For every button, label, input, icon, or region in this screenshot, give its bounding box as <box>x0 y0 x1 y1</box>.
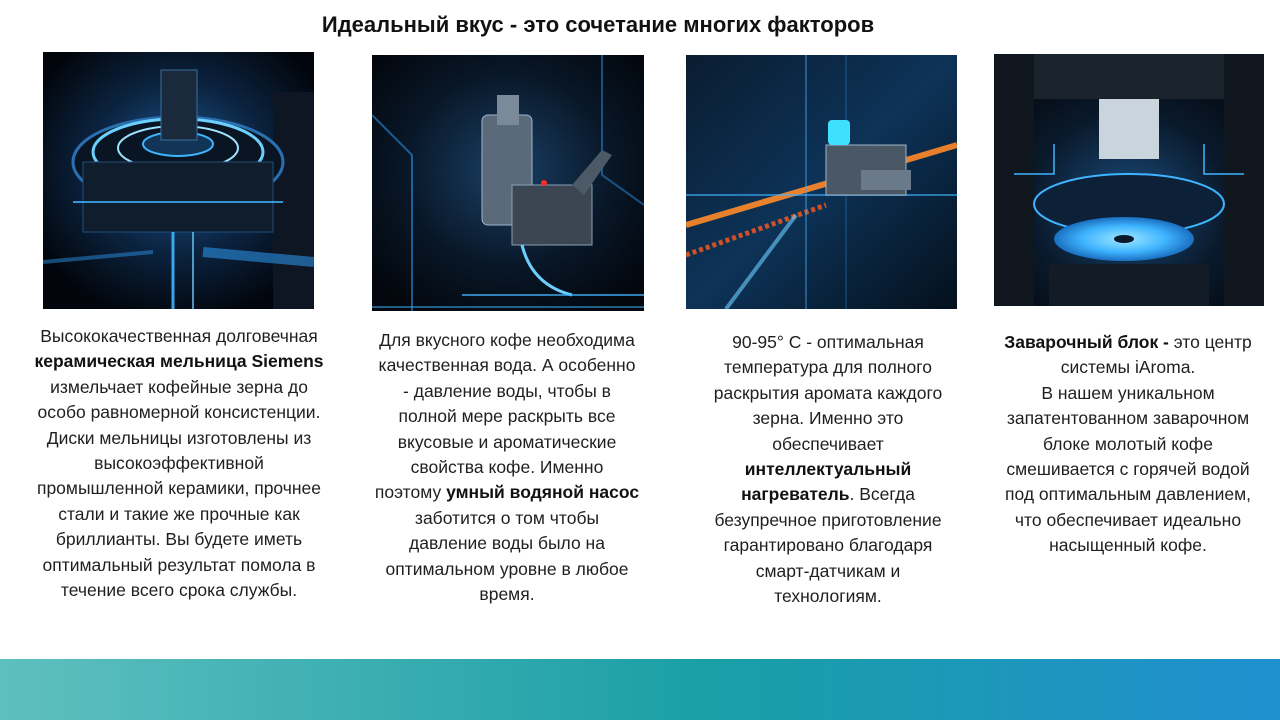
text-line <box>655 559 1001 584</box>
text-line <box>955 508 1280 533</box>
text-run: системы iAroma. <box>1060 357 1196 378</box>
text-run: вкусовые и ароматические <box>397 431 617 452</box>
text-line <box>655 457 1001 482</box>
text-line <box>6 426 352 451</box>
heater-image <box>686 55 957 309</box>
bold-text: интеллектуальный <box>744 459 912 480</box>
text-line <box>955 432 1280 457</box>
text-run: заботится о том чтобы <box>414 507 600 528</box>
text-line <box>955 482 1280 507</box>
text-run: Диски мельницы изготовлены из <box>46 427 312 448</box>
text-run: - давление воды, чтобы в <box>403 380 611 401</box>
text-run: качественная вода. А особенно <box>378 355 636 376</box>
text-run: давление воды было на <box>409 533 605 554</box>
text-line <box>6 349 352 374</box>
text-line <box>6 451 352 476</box>
text-run: измельчает кофейные зерна до <box>50 376 308 397</box>
text-line <box>955 457 1280 482</box>
text-run: запатентованном заварочном <box>1006 408 1250 429</box>
text-line <box>6 476 352 501</box>
text-line <box>955 406 1280 431</box>
bold-text: умный водяной насос <box>446 482 640 503</box>
text-run: раскрытия аромата каждого <box>713 382 943 403</box>
text-run: особо равномерной консистенции. <box>37 402 321 423</box>
text-run: поэтому <box>374 482 447 503</box>
grinder-description <box>6 324 352 603</box>
text-line <box>334 328 680 353</box>
text-run: бриллианты. Вы будете иметь <box>55 529 303 550</box>
text-run: блоке молотый кофе <box>1043 433 1213 454</box>
text-run: 90-95° С - оптимальная <box>732 332 924 352</box>
text-line <box>655 508 1001 533</box>
text-line <box>655 406 1001 431</box>
bold-text: Заварочный блок - <box>1004 332 1174 352</box>
text-line <box>655 381 1001 406</box>
slide-title: Идеальный вкус - это сочетание многих факторов <box>321 12 875 37</box>
text-line <box>6 324 352 349</box>
text-run: под оптимальным давлением, <box>1005 484 1251 505</box>
text-line <box>334 455 680 480</box>
text-line <box>655 533 1001 558</box>
text-run: промышленной керамики, прочнее <box>36 478 322 499</box>
text-run: температура для полного <box>724 357 932 378</box>
text-line <box>655 584 1001 609</box>
text-line <box>334 404 680 429</box>
text-run: зерна. Именно это <box>752 408 904 429</box>
text-line <box>655 432 1001 457</box>
text-line <box>6 502 352 527</box>
text-run: стали и такие же прочные как <box>58 503 300 524</box>
text-line <box>334 353 680 378</box>
heater-description <box>655 330 1001 609</box>
text-line <box>334 430 680 455</box>
text-line <box>655 482 1001 507</box>
bold-text: нагреватель <box>741 484 850 505</box>
footer-gradient-bar <box>0 659 1280 720</box>
text-run: полной мере раскрыть все <box>398 406 616 427</box>
text-line <box>655 330 1001 355</box>
water-pump-image <box>372 55 644 311</box>
text-line <box>955 533 1280 558</box>
brewing-unit-description <box>955 330 1280 559</box>
text-run: свойства кофе. Именно <box>410 457 604 478</box>
text-line <box>6 553 352 578</box>
text-run: это центр <box>1173 332 1252 352</box>
text-run: время. <box>479 584 535 605</box>
text-line <box>955 381 1280 406</box>
text-line <box>334 531 680 556</box>
text-line <box>955 330 1280 355</box>
text-line <box>334 506 680 531</box>
text-line <box>334 582 680 607</box>
text-line <box>6 400 352 425</box>
text-line <box>6 578 352 603</box>
text-run: В нашем уникальном <box>1041 382 1215 403</box>
text-line <box>334 480 680 505</box>
bold-text: керамическая мельница Siemens <box>34 351 324 372</box>
text-line <box>6 527 352 552</box>
brewing-unit-image <box>994 54 1264 306</box>
text-run: насыщенный кофе. <box>1049 535 1207 556</box>
text-run: смешивается с горячей водой <box>1006 459 1250 480</box>
text-run: безупречное приготовление <box>714 509 942 530</box>
text-run: оптимальном уровне в любое <box>385 558 629 579</box>
text-line <box>6 375 352 400</box>
text-run: течение всего срока службы. <box>60 580 298 601</box>
text-run: что обеспечивает идеально <box>1014 509 1242 530</box>
text-run: Высококачественная долговечная <box>40 326 318 346</box>
text-run: высокоэффективной <box>94 453 264 474</box>
text-line <box>334 557 680 582</box>
water-pump-description <box>334 328 680 607</box>
ceramic-grinder-image <box>43 52 314 309</box>
text-run: . Всегда <box>849 484 915 505</box>
text-line <box>655 355 1001 380</box>
text-run: гарантировано благодаря <box>723 535 933 556</box>
text-run: оптимальный результат помола в <box>42 554 316 575</box>
text-run: смарт-датчикам и <box>755 560 901 581</box>
text-run: обеспечивает <box>772 433 884 454</box>
text-line <box>955 355 1280 380</box>
text-run: Для вкусного кофе необходима <box>379 330 635 350</box>
text-line <box>334 379 680 404</box>
text-run: технологиям. <box>774 586 882 607</box>
